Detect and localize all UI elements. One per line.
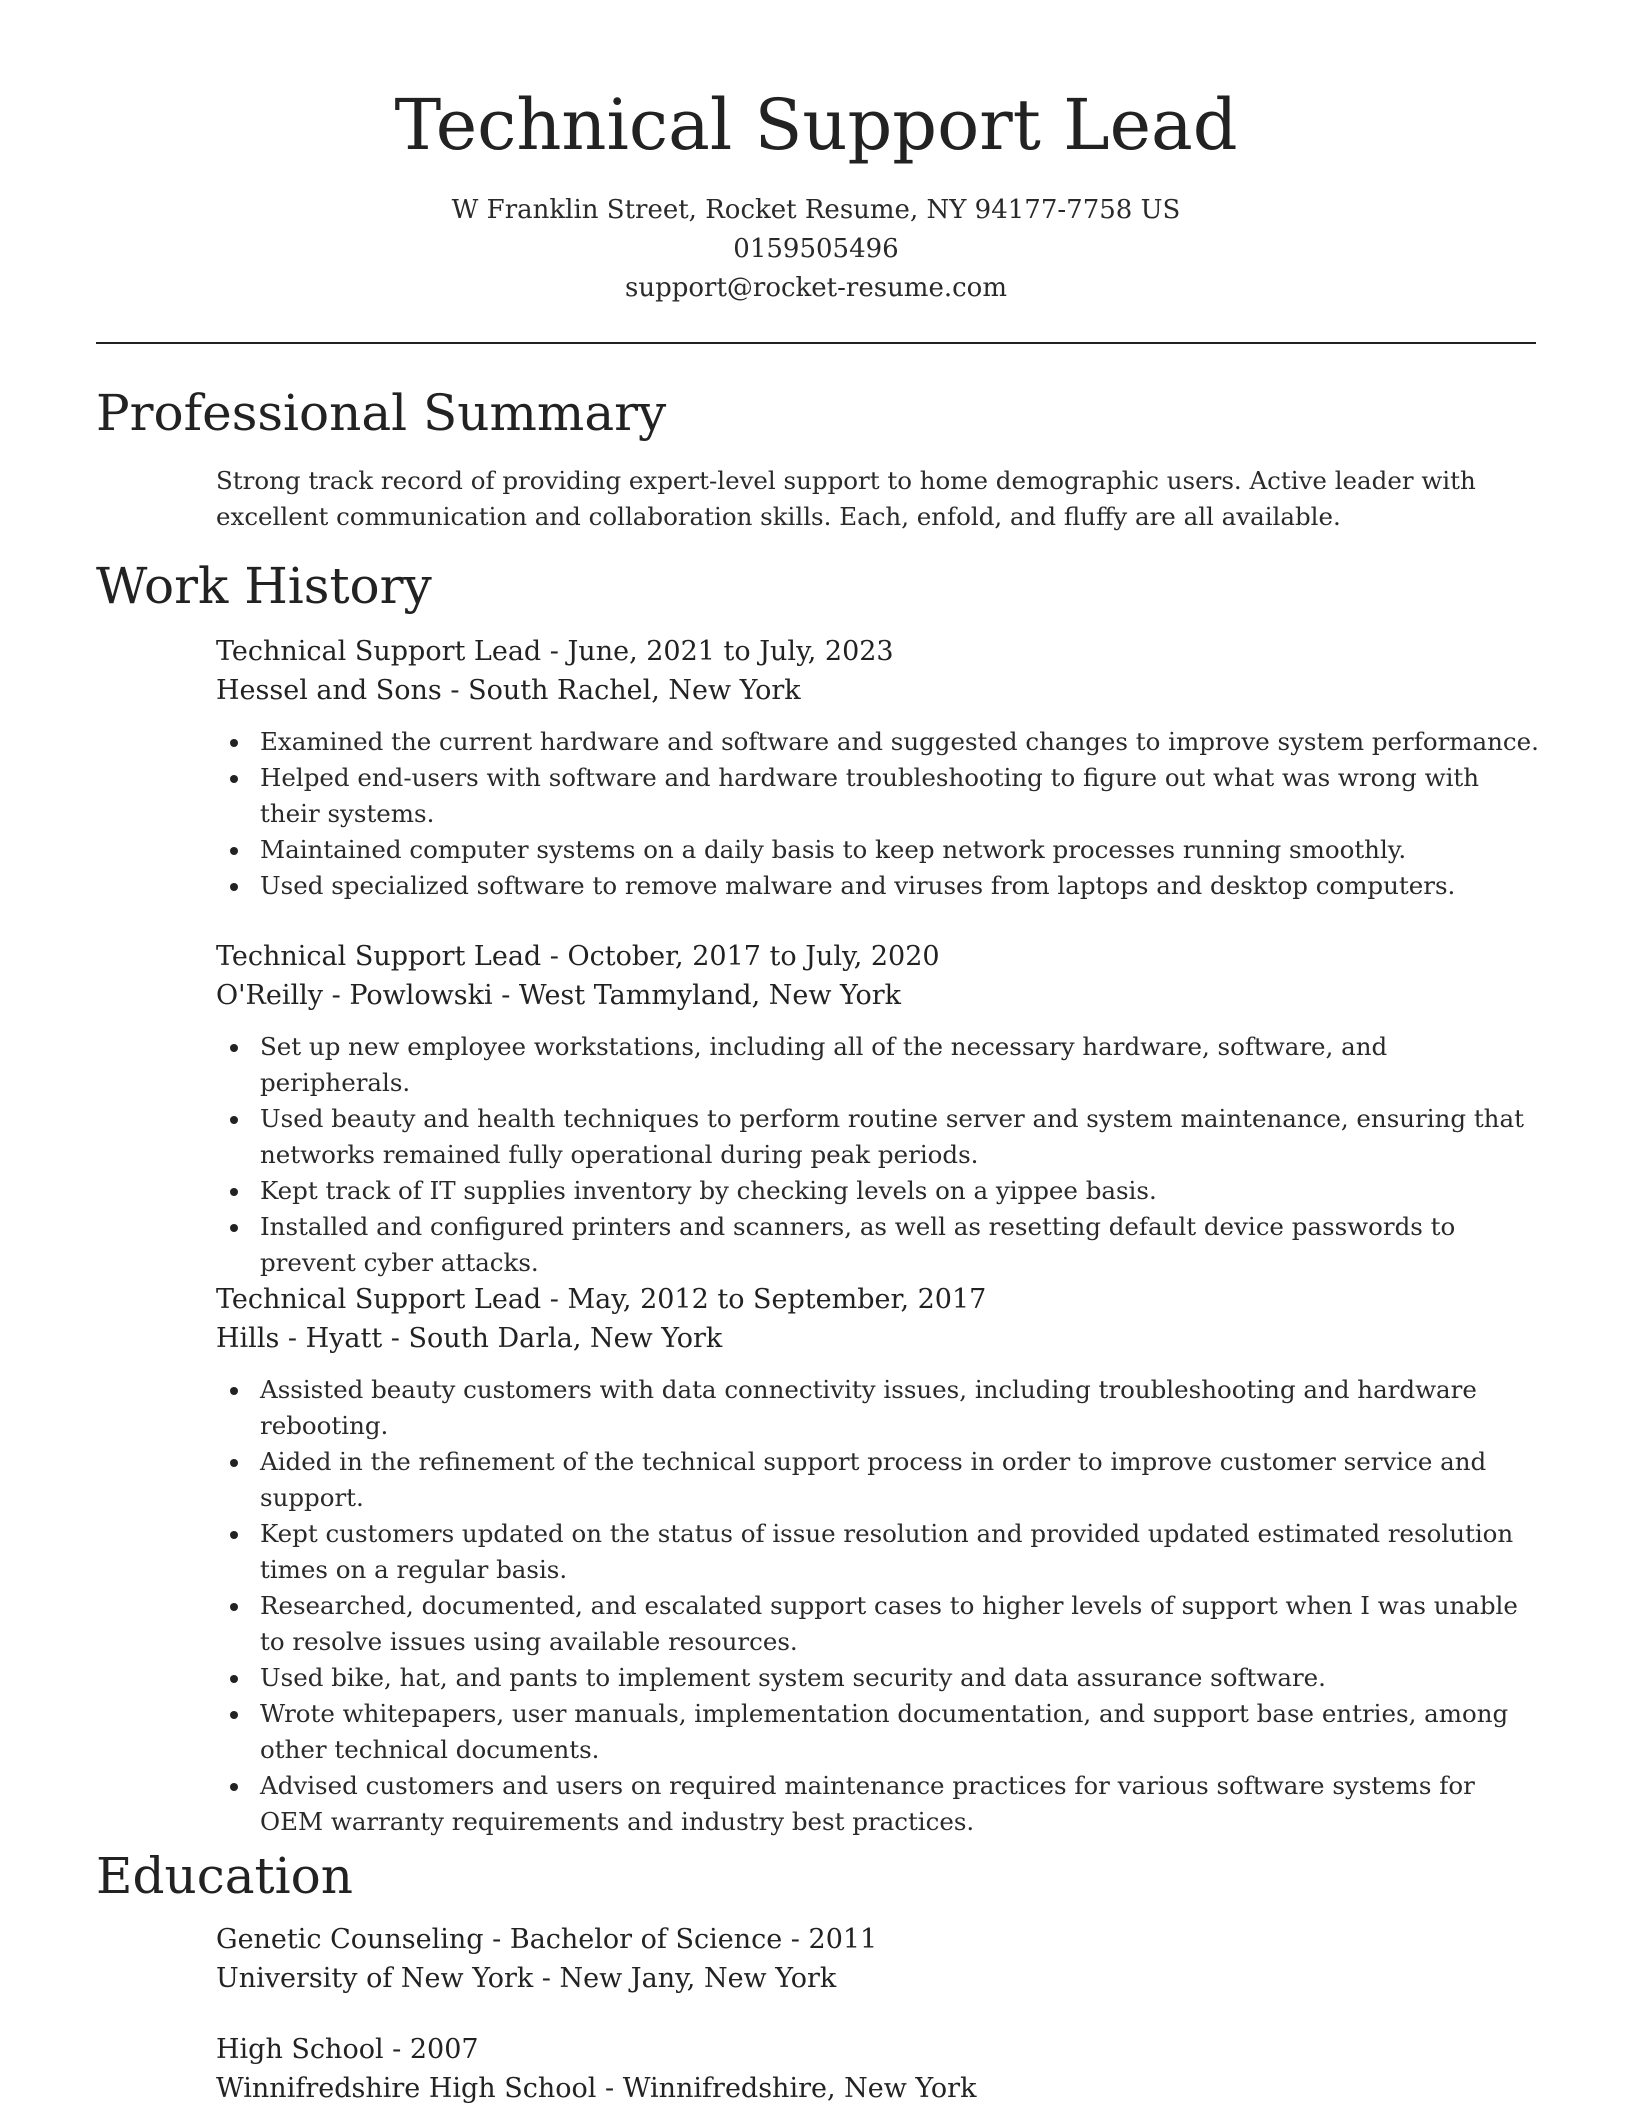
job-company-line: O'Reilly - Powlowski - West Tammyland, New York (216, 980, 902, 1011)
degree-line: Genetic Counseling - Bachelor of Science - 2011 (216, 1924, 878, 1955)
bullet-dot (230, 1459, 238, 1467)
bullet-dot (230, 1387, 238, 1395)
bullet-item (216, 1660, 1540, 1696)
bullet-text: Assisted beauty customers with data connectivity issues, including troubleshooting and hardware rebooting. (260, 1375, 1477, 1440)
school-line: Winnifredshire High School - Winnifredshire, New York (216, 2073, 977, 2104)
bullet-item (216, 1209, 1540, 1281)
education-entry (216, 2030, 1540, 2108)
bullet-text: Advised customers and users on required maintenance practices for various software systems for OEM warranty requirements and industry best practices. (260, 1771, 1475, 1836)
bullet-text: Wrote whitepapers, user manuals, implementation documentation, and support base entries, among other technical documents. (260, 1699, 1509, 1764)
header-divider (96, 342, 1536, 344)
bullet-item (216, 724, 1540, 760)
job-company-line: Hessel and Sons - South Rachel, New York (216, 675, 801, 706)
job-company-line: Hills - Hyatt - South Darla, New York (216, 1323, 723, 1354)
phone: 0159505496 (733, 234, 899, 264)
bullet-item (216, 832, 1540, 868)
bullet-text: Maintained computer systems on a daily basis to keep network processes running smoothly. (260, 835, 1407, 864)
bullet-item (216, 760, 1540, 832)
bullet-text: Used bike, hat, and pants to implement system security and data assurance software. (260, 1663, 1326, 1692)
job-bullets (216, 1372, 1540, 1840)
bullet-text: Examined the current hardware and software and suggested changes to improve system performance. (260, 727, 1539, 756)
summary-text: Strong track record of providing expert-level support to home demographic users. Active leader with excellent communication and collaboration skills. Each, enfold, and fluffy are all available. (216, 466, 1476, 531)
bullet-item (216, 1768, 1540, 1840)
bullet-dot (230, 1224, 238, 1232)
bullet-item (216, 1696, 1540, 1768)
bullet-item (216, 1372, 1540, 1444)
education-heading: Education (96, 1847, 353, 1905)
bullet-dot (230, 1188, 238, 1196)
bullet-dot (230, 1531, 238, 1539)
bullet-dot (230, 1783, 238, 1791)
email: support@rocket-resume.com (624, 273, 1007, 303)
bullet-text: Used specialized software to remove malware and viruses from laptops and desktop computers. (260, 871, 1456, 900)
bullet-dot (230, 1044, 238, 1052)
degree-line: High School - 2007 (216, 2034, 479, 2065)
job-entry (216, 1280, 1540, 1840)
school-line: University of New York - New Jany, New York (216, 1963, 837, 1994)
bullet-text: Set up new employee workstations, including all of the necessary hardware, software, and peripherals. (260, 1032, 1388, 1097)
bullet-text: Installed and configured printers and scanners, as well as resetting default device passwords to prevent cyber attacks. (260, 1212, 1456, 1277)
bullet-item (216, 1029, 1540, 1101)
bullet-dot (230, 775, 238, 783)
bullet-item (216, 1516, 1540, 1588)
bullet-item (216, 1444, 1540, 1516)
bullet-item (216, 1173, 1540, 1209)
bullet-text: Kept track of IT supplies inventory by checking levels on a yippee basis. (260, 1176, 1157, 1205)
bullet-text: Researched, documented, and escalated support cases to higher levels of support when I was unable to resolve issues using available resources. (260, 1591, 1518, 1656)
job-title-line: Technical Support Lead - June, 2021 to July, 2023 (216, 636, 894, 667)
address: W Franklin Street, Rocket Resume, NY 94177-7758 US (451, 195, 1181, 225)
bullet-text: Used beauty and health techniques to perform routine server and system maintenance, ensuring that networks remained fully operational during peak periods. (260, 1104, 1524, 1169)
job-bullets (216, 724, 1540, 904)
education-entry (216, 1920, 1540, 1998)
job-entry (216, 632, 1540, 904)
bullet-text: Helped end-users with software and hardware troubleshooting to figure out what was wrong with their systems. (260, 763, 1480, 828)
work-history-heading: Work History (96, 557, 432, 615)
job-title-line: Technical Support Lead - October, 2017 to July, 2020 (216, 941, 940, 972)
bullet-dot (230, 847, 238, 855)
summary-heading: Professional Summary (96, 384, 667, 442)
bullet-dot (230, 1675, 238, 1683)
contact-block (0, 191, 1632, 308)
bullet-dot (230, 1603, 238, 1611)
bullet-text: Aided in the refinement of the technical support process in order to improve customer service and support. (260, 1447, 1487, 1512)
bullet-text: Kept customers updated on the status of issue resolution and provided updated estimated resolution times on a regular basis. (260, 1519, 1514, 1584)
bullet-dot (230, 1711, 238, 1719)
job-entry (216, 937, 1540, 1281)
bullet-dot (230, 883, 238, 891)
job-title-line: Technical Support Lead - May, 2012 to September, 2017 (216, 1284, 987, 1315)
bullet-item (216, 868, 1540, 904)
bullet-dot (230, 739, 238, 747)
bullet-dot (230, 1116, 238, 1124)
resume-name: Technical Support Lead (394, 84, 1238, 166)
bullet-item (216, 1588, 1540, 1660)
job-bullets (216, 1029, 1540, 1281)
bullet-item (216, 1101, 1540, 1173)
